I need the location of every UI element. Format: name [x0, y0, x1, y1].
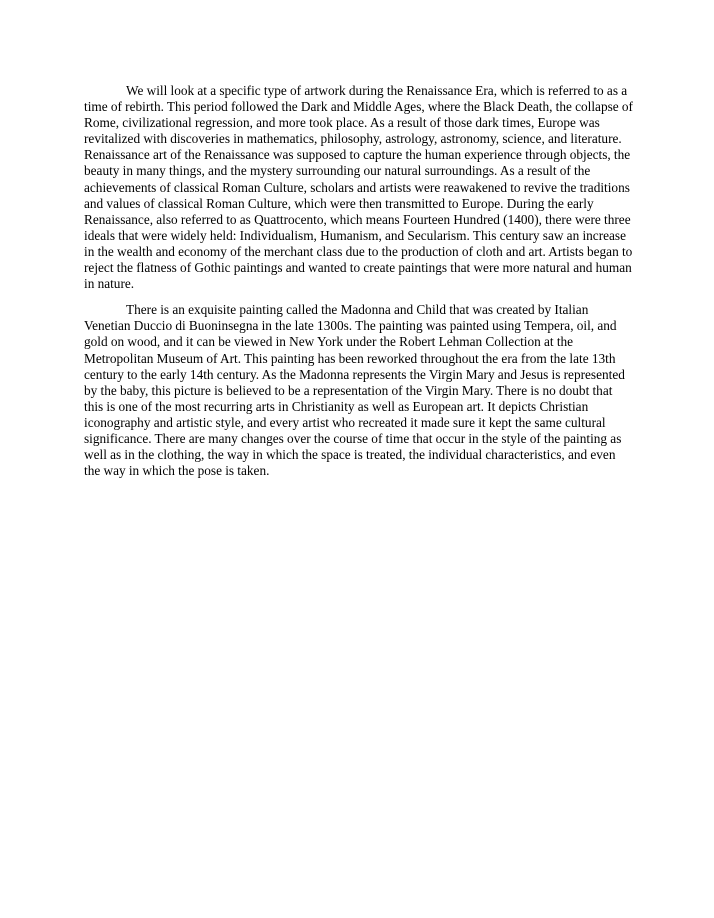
- paragraph-madonna-and-child: There is an exquisite painting called the Madonna and Child that was created by Italian Venetian Duccio di Buoninsegna in the late 1300s. The painting was painted using Tempera, oil, and gold on wood, and it can be viewed in New York under the Robert Lehman Collection at the Metropolitan Museum of Art. This painting has been reworked throughout the era from the late 13th century to the early 14th century. As the Madonna represents the Virgin Mary and Jesus is represented by the baby, this picture is believed to be a representation of the Virgin Mary. There is no doubt that this is one of the most recurring arts in Christianity as well as European art. It depicts Christian iconography and artistic style, and every artist who recreated it made sure it kept the same cultural significance. There are many changes over the course of time that occur in the style of the painting as well as in the clothing, the way in which the space is treated, the individual characteristics, and even the way in which the pose is taken.: [84, 302, 625, 479]
- paragraph-renaissance-era: We will look at a specific type of artwork during the Renaissance Era, which is referred to as a time of rebirth. This period followed the Dark and Middle Ages, where the Black Death, the collapse of Rome, civilizational regression, and more took place. As a result of those dark times, Europe was revitalized with discoveries in mathematics, philosophy, astrology, astronomy, science, and literature. Renaissance art of the Renaissance was supposed to capture the human experience through objects, the beauty in many things, and the mystery surrounding our natural surroundings. As a result of the achievements of classical Roman Culture, scholars and artists were reawakened to revive the traditions and values of classical Roman Culture, which were then transmitted to Europe. During the early Renaissance, also referred to as Quattrocento, which means Fourteen Hundred (1400), there were three ideals that were widely held: Individualism, Humanism, and Secularism. This century saw an increase in the wealth and economy of the merchant class due to the production of cloth and art. Artists began to reject the flatness of Gothic paintings and wanted to create paintings that were more natural and human in nature.: [84, 83, 633, 292]
